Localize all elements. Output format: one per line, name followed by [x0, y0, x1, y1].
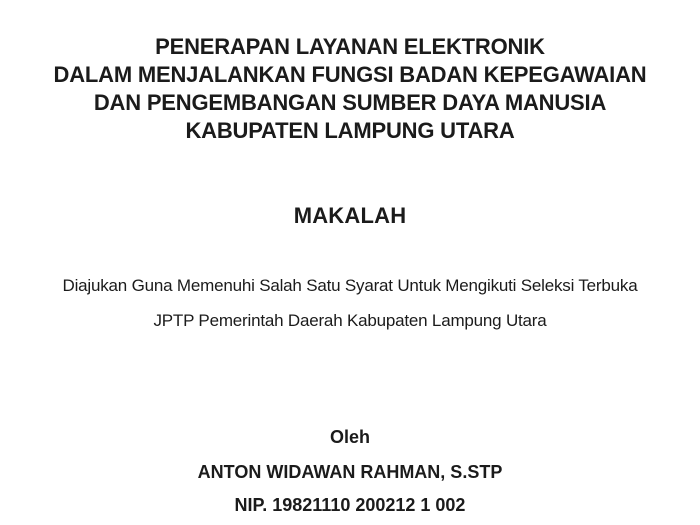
author-nip: NIP. 19821110 200212 1 002 — [234, 495, 466, 515]
document-type-label: MAKALAH — [293, 203, 407, 228]
title-line-4: KABUPATEN LAMPUNG UTARA — [185, 118, 515, 143]
document-title — [0, 0, 700, 145]
title-line-2: DALAM MENJALANKAN FUNGSI BADAN KEPEGAWAIAN — [53, 62, 647, 87]
author-name: ANTON WIDAWAN RAHMAN, S.STP — [197, 462, 503, 482]
submission-purpose-line-2: JPTP Pemerintah Daerah Kabupaten Lampung Utara — [153, 311, 547, 330]
submission-purpose-line-1: Diajukan Guna Memenuhi Salah Satu Syarat Untuk Mengikuti Seleksi Terbuka — [62, 276, 638, 295]
title-line-1: PENERAPAN LAYANAN ELEKTRONIK — [155, 34, 545, 59]
title-line-3: DAN PENGEMBANGAN SUMBER DAYA MANUSIA — [93, 90, 607, 115]
author-by-label: Oleh — [329, 427, 370, 447]
